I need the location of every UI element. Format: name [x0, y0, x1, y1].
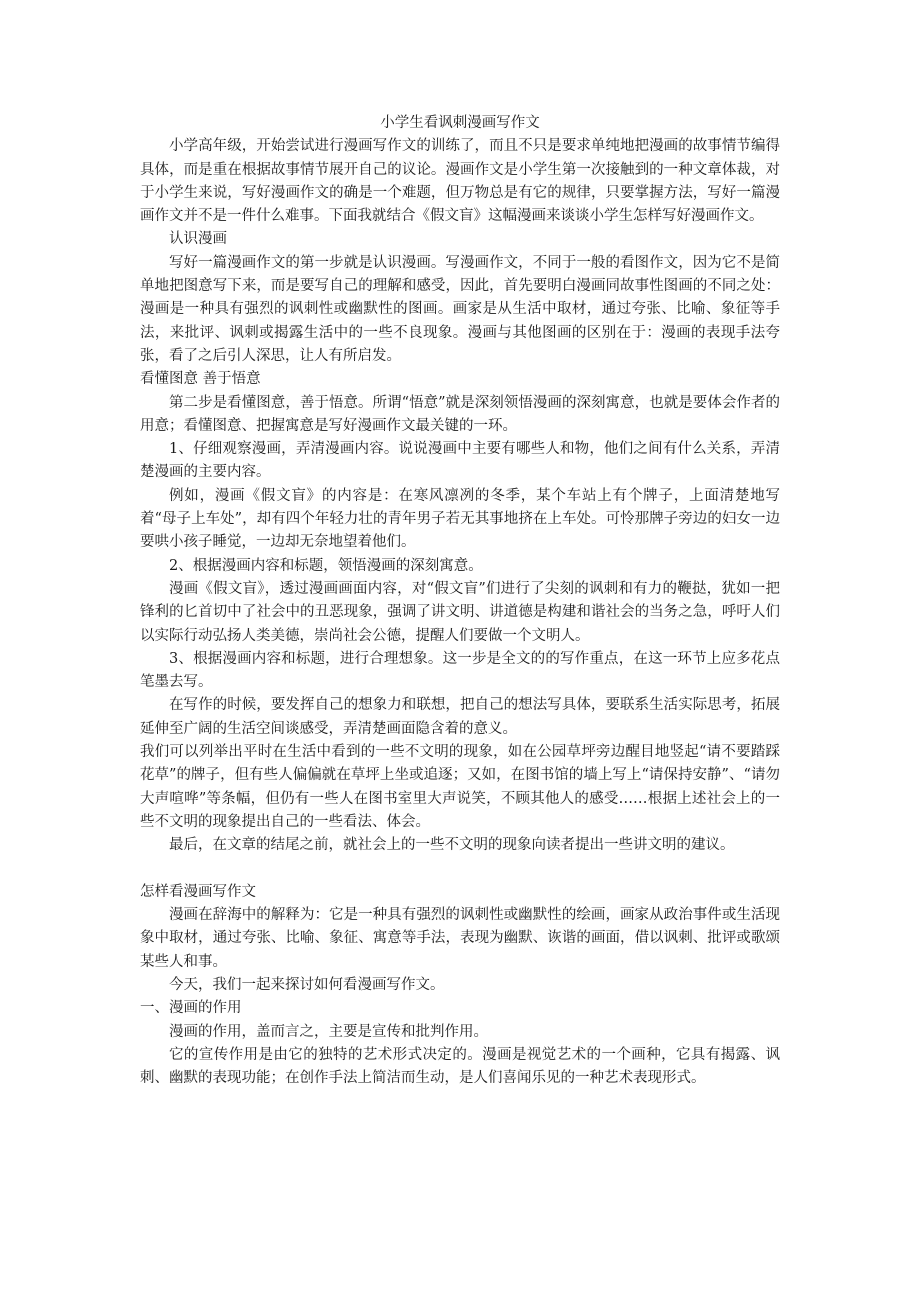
- paragraph: 1、仔细观察漫画，弄清漫画内容。说说漫画中主要有哪些人和物，他们之间有什么关系，弄清楚漫画的主要内容。: [140, 441, 780, 481]
- paragraph: 小学高年级，开始尝试进行漫画写作文的训练了，而且不只是要求单纯地把漫画的故事情节编得具体，而是重在根据故事情节展开自己的议论。漫画作文是小学生第一次接触到的一种文章体裁，对于小学生来说，写好漫画作文的确是一个难题，但万物总是有它的规律，只要掌握方法，写好一篇漫画作文并不是一件什么难事。下面我就结合《假文盲》这幅漫画来谈谈小学生怎样写好漫画作文。: [140, 138, 780, 225]
- paragraph: 写好一篇漫画作文的第一步就是认识漫画。写漫画作文，不同于一般的看图作文，因为它不是简单地把图意写下来，而是要写自己的理解和感受，因此，首先要明白漫画同故事性图画的不同之处：漫画是一种具有强烈的讽刺性或幽默性的图画。画家是从生活中取材，通过夸张、比喻、象征等手法，来批评、讽刺或揭露生活中的一些不良现象。漫画与其他图画的区别在于：漫画的表现手法夸张，看了之后引人深思，让人有所启发。: [140, 254, 780, 364]
- paragraph: 怎样看漫画写作文: [140, 883, 256, 900]
- paragraph: 漫画《假文盲》，透过漫画画面内容，对“假文盲”们进行了尖刻的讽刺和有力的鞭挞，犹如一把锋利的匕首切中了社会中的丑恶现象，强调了讲文明、讲道德是构建和谐社会的当务之急，呼吁人们以实际行动弘扬人类美德，崇尚社会公德，提醒人们要做一个文明人。: [140, 580, 780, 644]
- paragraph: 一、漫画的作用: [140, 1000, 242, 1017]
- paragraph: 它的宣传作用是由它的独特的艺术形式决定的。漫画是视觉艺术的一个画种，它具有揭露、讽刺、幽默的表现功能；在创作手法上简洁而生动，是人们喜闻乐见的一种艺术表现形式。: [140, 1046, 780, 1087]
- paragraph: 今天，我们一起来探讨如何看漫画写作文。: [169, 976, 445, 993]
- paragraph: 3、根据漫画内容和标题，进行合理想象。这一步是全文的的写作重点，在这一环节上应多花点笔墨去写。: [140, 650, 780, 691]
- document-body: [140, 135, 780, 1090]
- paragraph: 在写作的时候，要发挥自己的想象力和联想，把自己的想法写具体，要联系生活实际思考，拓展延伸至广阔的生活空间谈感受，弄清楚画面隐含着的意义。: [140, 697, 780, 737]
- paragraph: 漫画的作用，盖而言之，主要是宣传和批判作用。: [169, 1023, 488, 1040]
- blank-line: [140, 858, 780, 881]
- paragraph: 例如，漫画《假文盲》的内容是：在寒风凛冽的冬季，某个车站上有个牌子，上面清楚地写着“母子上车处”，却有四个年轻力壮的青年男子若无其事地挤在上车处。可怜那牌子旁边的妇女一边要哄小孩子睡觉，一边却无奈地望着他们。: [140, 487, 780, 551]
- paragraph: 漫画在辞海中的解释为：它是一种具有强烈的讽刺性或幽默性的绘画，画家从政治事件或生活现象中取材，通过夸张、比喻、象征、寓意等手法，表现为幽默、诙谐的画面，借以讽刺、批评或歌颂某些人和事。: [140, 907, 780, 970]
- paragraph: 看懂图意 善于悟意: [140, 371, 261, 388]
- paragraph: 第二步是看懂图意，善于悟意。所谓“悟意”就是深刻领悟漫画的深刻寓意，也就是要体会作者的用意；看懂图意、把握寓意是写好漫画作文最关键的一环。: [140, 394, 780, 434]
- document-page: [140, 112, 780, 1090]
- paragraph: 认识漫画: [169, 231, 227, 248]
- document-title: 小学生看讽刺漫画写作文: [380, 115, 540, 131]
- paragraph: 我们可以列举出平时在生活中看到的一些不文明的现象，如在公园草坪旁边醒目地竖起“请不要踏踩花草”的牌子，但有些人偏偏就在草坪上坐或追逐；又如，在图书馆的墙上写上“请保持安静”、“请勿大声喧哗”等条幅，但仍有一些人在图书室里大声说笑，不顾其他人的感受……根据上述社会上的一些不文明的现象提出自己的一些看法、体会。: [140, 744, 780, 830]
- paragraph: 2、根据漫画内容和标题，领悟漫画的深刻寓意。: [169, 557, 483, 574]
- paragraph: 最后，在文章的结尾之前，就社会上的一些不文明的现象向读者提出一些讲文明的建议。: [169, 837, 735, 854]
